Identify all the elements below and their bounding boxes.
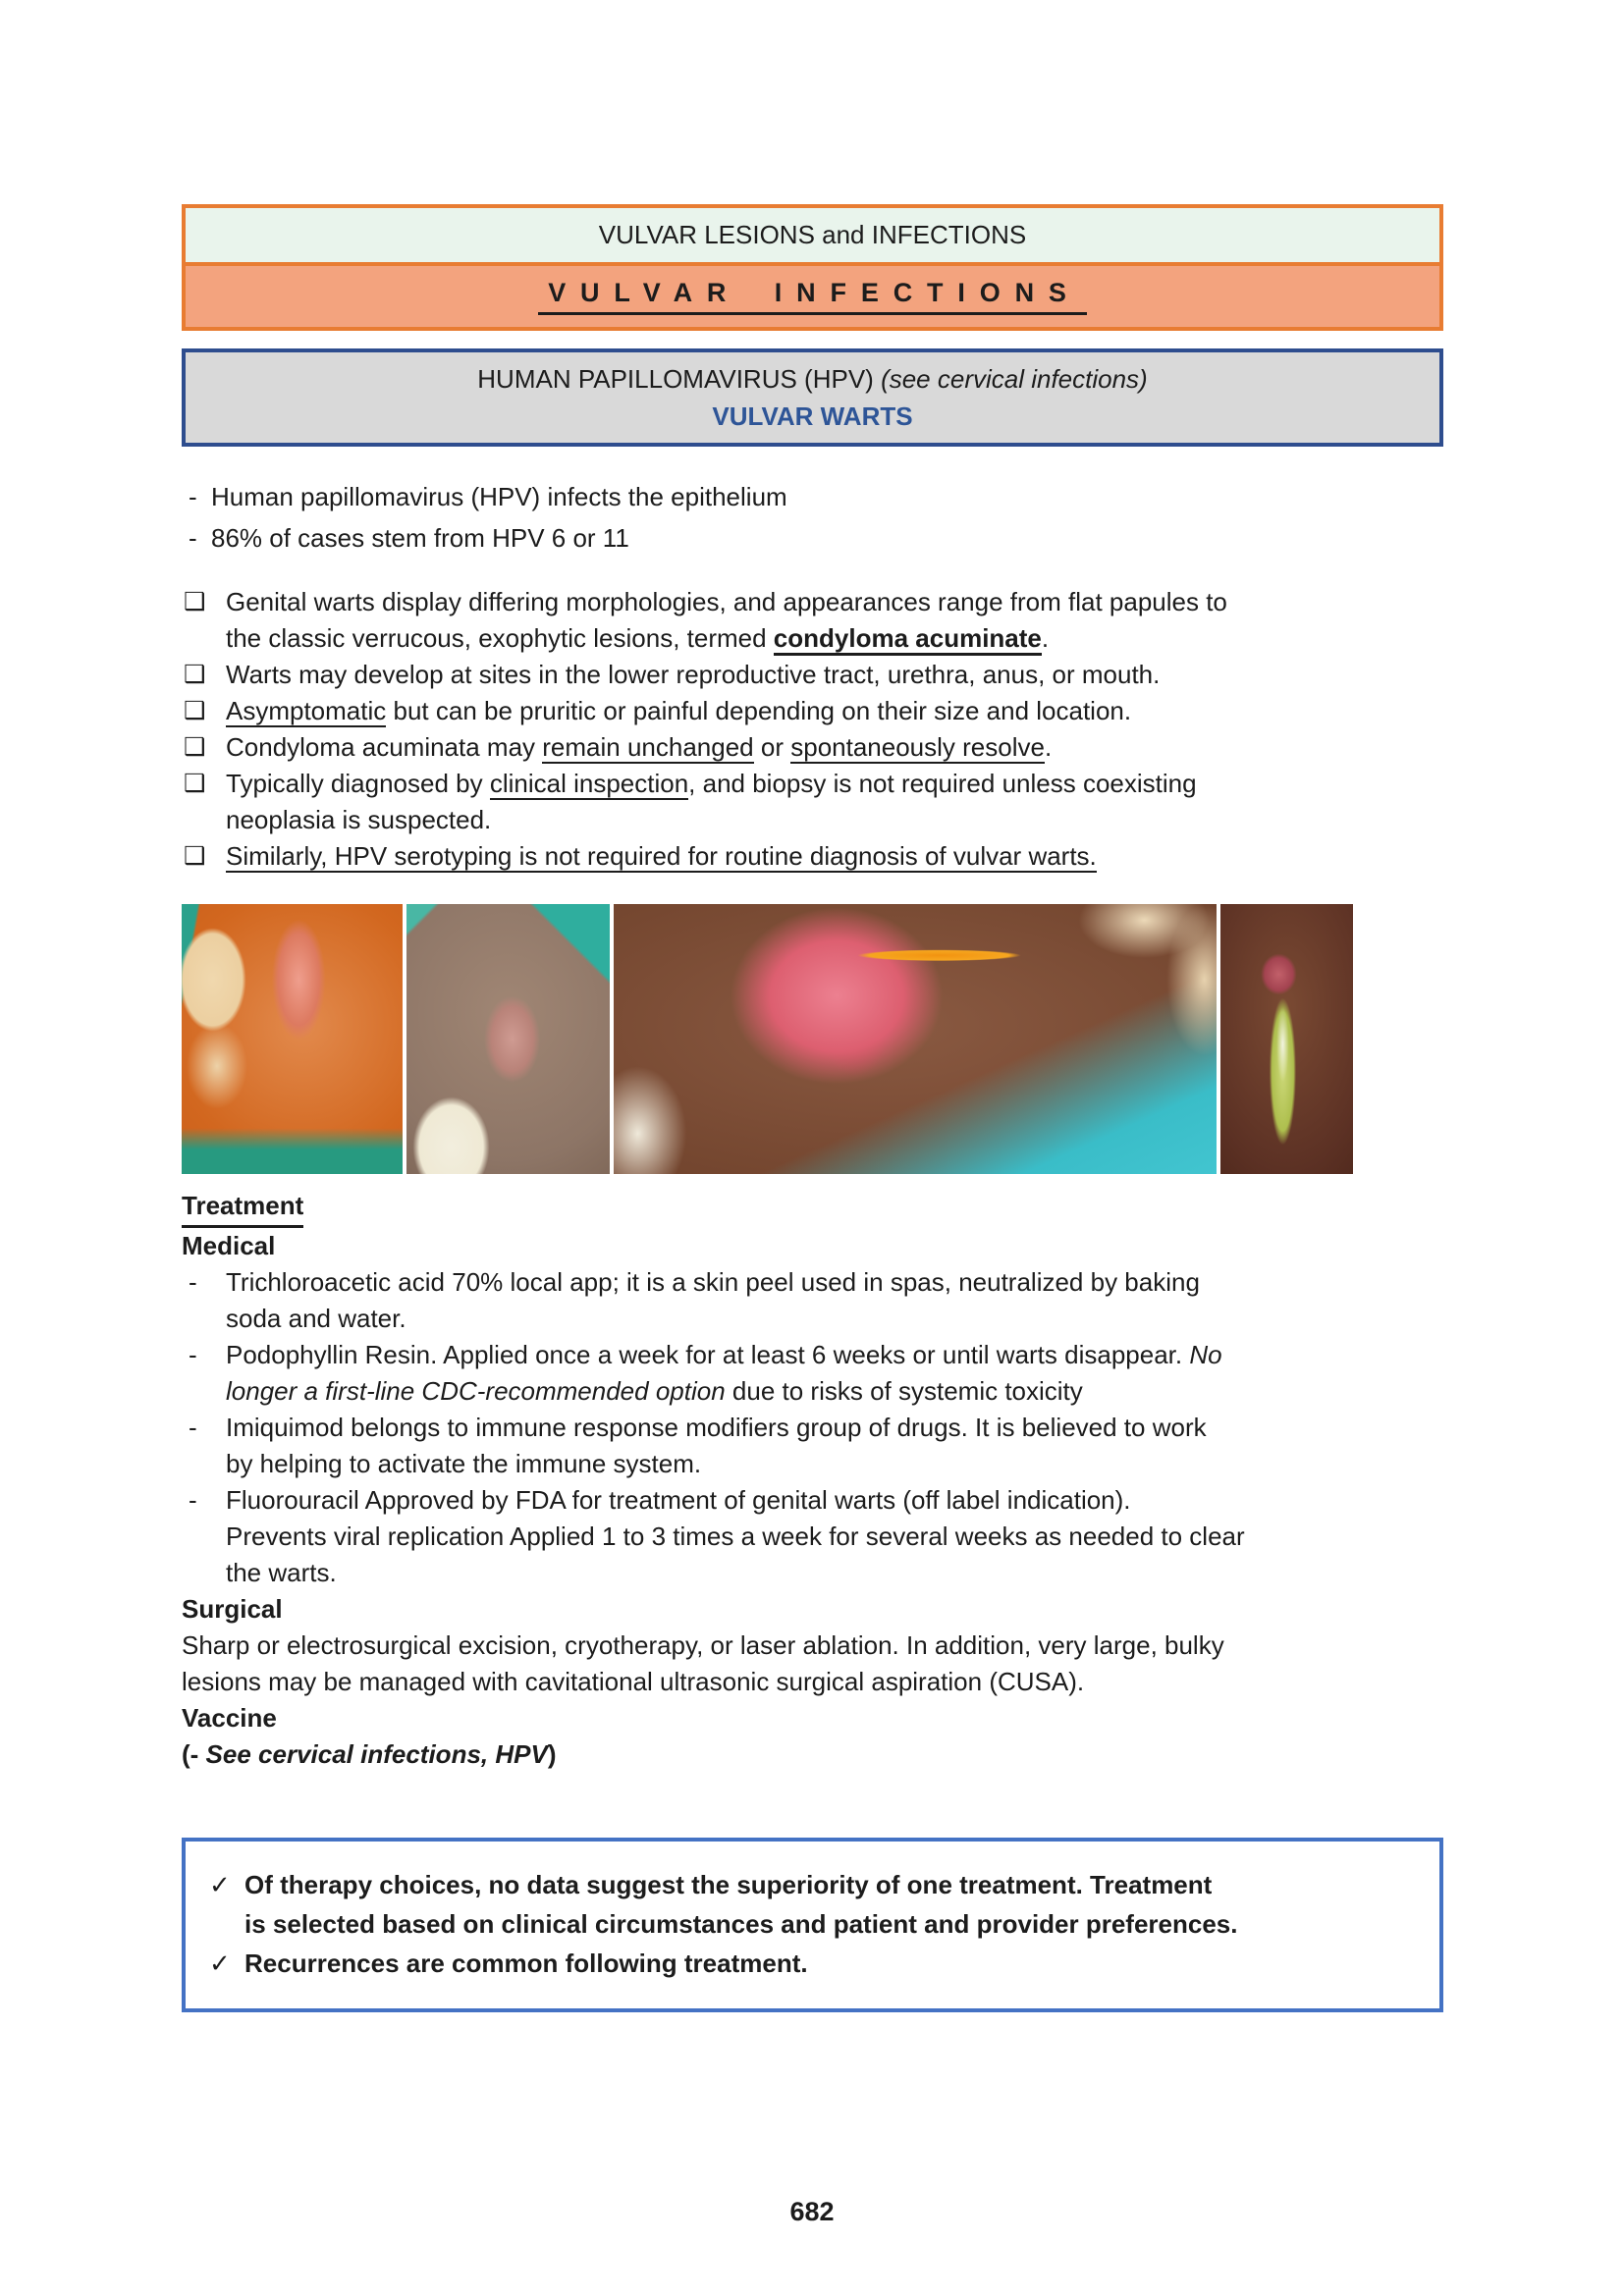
topic-box xyxy=(182,348,1443,447)
list-item xyxy=(182,584,1443,657)
topic-title-text: HUMAN PAPILLOMAVIRUS (HPV) xyxy=(477,364,882,394)
list-item-text: Condyloma acuminata may remain unchanged or spontaneously resolve. xyxy=(226,732,1053,762)
checkmark-icon: ✓ xyxy=(209,1870,231,1899)
clinical-photo-2 xyxy=(406,904,610,1174)
key-points-box xyxy=(182,1838,1443,2012)
clinical-photo-4 xyxy=(1220,904,1353,1174)
dash-bullet-icon: - xyxy=(189,1485,197,1515)
vaccine-note: (- See cervical infections, HPV) xyxy=(182,1739,557,1769)
treatment-section xyxy=(182,1188,1443,1773)
list-item xyxy=(182,476,1443,517)
list-item-text: 86% of cases stem from HPV 6 or 11 xyxy=(211,523,629,553)
list-item-text: Imiquimod belongs to immune response modifiers group of drugs. It is believed to work by helping to activate the immune system. xyxy=(226,1413,1207,1478)
list-item xyxy=(182,766,1443,838)
list-item xyxy=(182,729,1443,766)
dash-bullet-icon: - xyxy=(189,1413,197,1442)
banner-section-title xyxy=(186,266,1439,327)
treatment-heading: Treatment xyxy=(182,1188,303,1228)
dash-bullet-icon: - xyxy=(189,482,197,511)
banner-main-title xyxy=(186,208,1439,266)
key-term: condyloma acuminate xyxy=(774,623,1042,656)
clinical-photo-1 xyxy=(182,904,403,1174)
topic-title xyxy=(186,360,1439,398)
checkbox-bullet-icon: ❑ xyxy=(184,588,206,615)
dash-bullet-icon: - xyxy=(189,1340,197,1369)
surgical-text: Sharp or electrosurgical excision, cryotherapy, or laser ablation. In addition, very large, bulky lesions may be managed with cavitational ultrasonic surgical aspiration (CUSA). xyxy=(182,1630,1224,1696)
page-number: 682 xyxy=(789,2197,835,2226)
list-item xyxy=(182,1337,1443,1410)
facts-list xyxy=(182,584,1443,875)
key-point-text: Of therapy choices, no data suggest the superiority of one treatment. Treatment is selected based on clinical circumstances and patient and provider preferences. xyxy=(244,1870,1238,1939)
topic-subtitle: VULVAR WARTS xyxy=(712,401,913,431)
intro-list xyxy=(182,476,1443,559)
list-item-text: Fluorouracil Approved by FDA for treatment of genital warts (off label indication). Prevents viral replication Applied 1 to 3 times a week for several weeks as needed to clear the warts. xyxy=(226,1485,1245,1587)
key-point-text: Recurrences are common following treatment. xyxy=(244,1949,808,1978)
list-item xyxy=(182,838,1443,875)
checkbox-bullet-icon: ❑ xyxy=(184,733,206,761)
clinical-photo-3 xyxy=(614,904,1217,1174)
list-item-text: Trichloroacetic acid 70% local app; it is a skin peel used in spas, neutralized by baking soda and water. xyxy=(226,1267,1200,1333)
list-item-text: Typically diagnosed by clinical inspection, and biopsy is not required unless coexisting neoplasia is suspected. xyxy=(226,769,1197,834)
list-item xyxy=(182,1482,1443,1591)
checkmark-icon: ✓ xyxy=(209,1949,231,1978)
key-point-item xyxy=(209,1865,1420,1944)
list-item xyxy=(182,657,1443,693)
checkbox-bullet-icon: ❑ xyxy=(184,770,206,797)
list-item-text: Podophyllin Resin. Applied once a week for at least 6 weeks or until warts disappear. No longer a first-line CDC-recommended option due to risks of systemic toxicity xyxy=(226,1340,1222,1406)
dash-bullet-icon: - xyxy=(189,1267,197,1297)
list-item xyxy=(182,693,1443,729)
key-point-item xyxy=(209,1944,1420,1983)
checkbox-bullet-icon: ❑ xyxy=(184,842,206,870)
clinical-photo-strip xyxy=(182,904,1353,1174)
medical-heading: Medical xyxy=(182,1231,276,1260)
checkbox-bullet-icon: ❑ xyxy=(184,697,206,724)
list-item-text: Similarly, HPV serotyping is not required for routine diagnosis of vulvar warts. xyxy=(226,841,1097,871)
list-item-text: Human papillomavirus (HPV) infects the epithelium xyxy=(211,482,787,511)
surgical-heading: Surgical xyxy=(182,1594,283,1624)
checkbox-bullet-icon: ❑ xyxy=(184,661,206,688)
header-banner xyxy=(182,204,1443,331)
page-content xyxy=(182,204,1443,2012)
list-item xyxy=(182,1410,1443,1482)
topic-title-crossref: (see cervical infections) xyxy=(881,364,1148,394)
section-title-text: VULVAR INFECTIONS xyxy=(538,278,1087,315)
vaccine-heading: Vaccine xyxy=(182,1703,277,1733)
list-item-text: Warts may develop at sites in the lower reproductive tract, urethra, anus, or mouth. xyxy=(226,660,1161,689)
list-item xyxy=(182,1264,1443,1337)
dash-bullet-icon: - xyxy=(189,523,197,553)
main-title-text: VULVAR LESIONS and INFECTIONS xyxy=(598,220,1027,249)
list-item-text: Genital warts display differing morphologies, and appearances range from flat papules to the classic verrucous, exophytic lesions, termed condyloma acuminate. xyxy=(226,584,1443,657)
list-item xyxy=(182,517,1443,559)
list-item-text: Asymptomatic but can be pruritic or painful depending on their size and location. xyxy=(226,696,1132,725)
